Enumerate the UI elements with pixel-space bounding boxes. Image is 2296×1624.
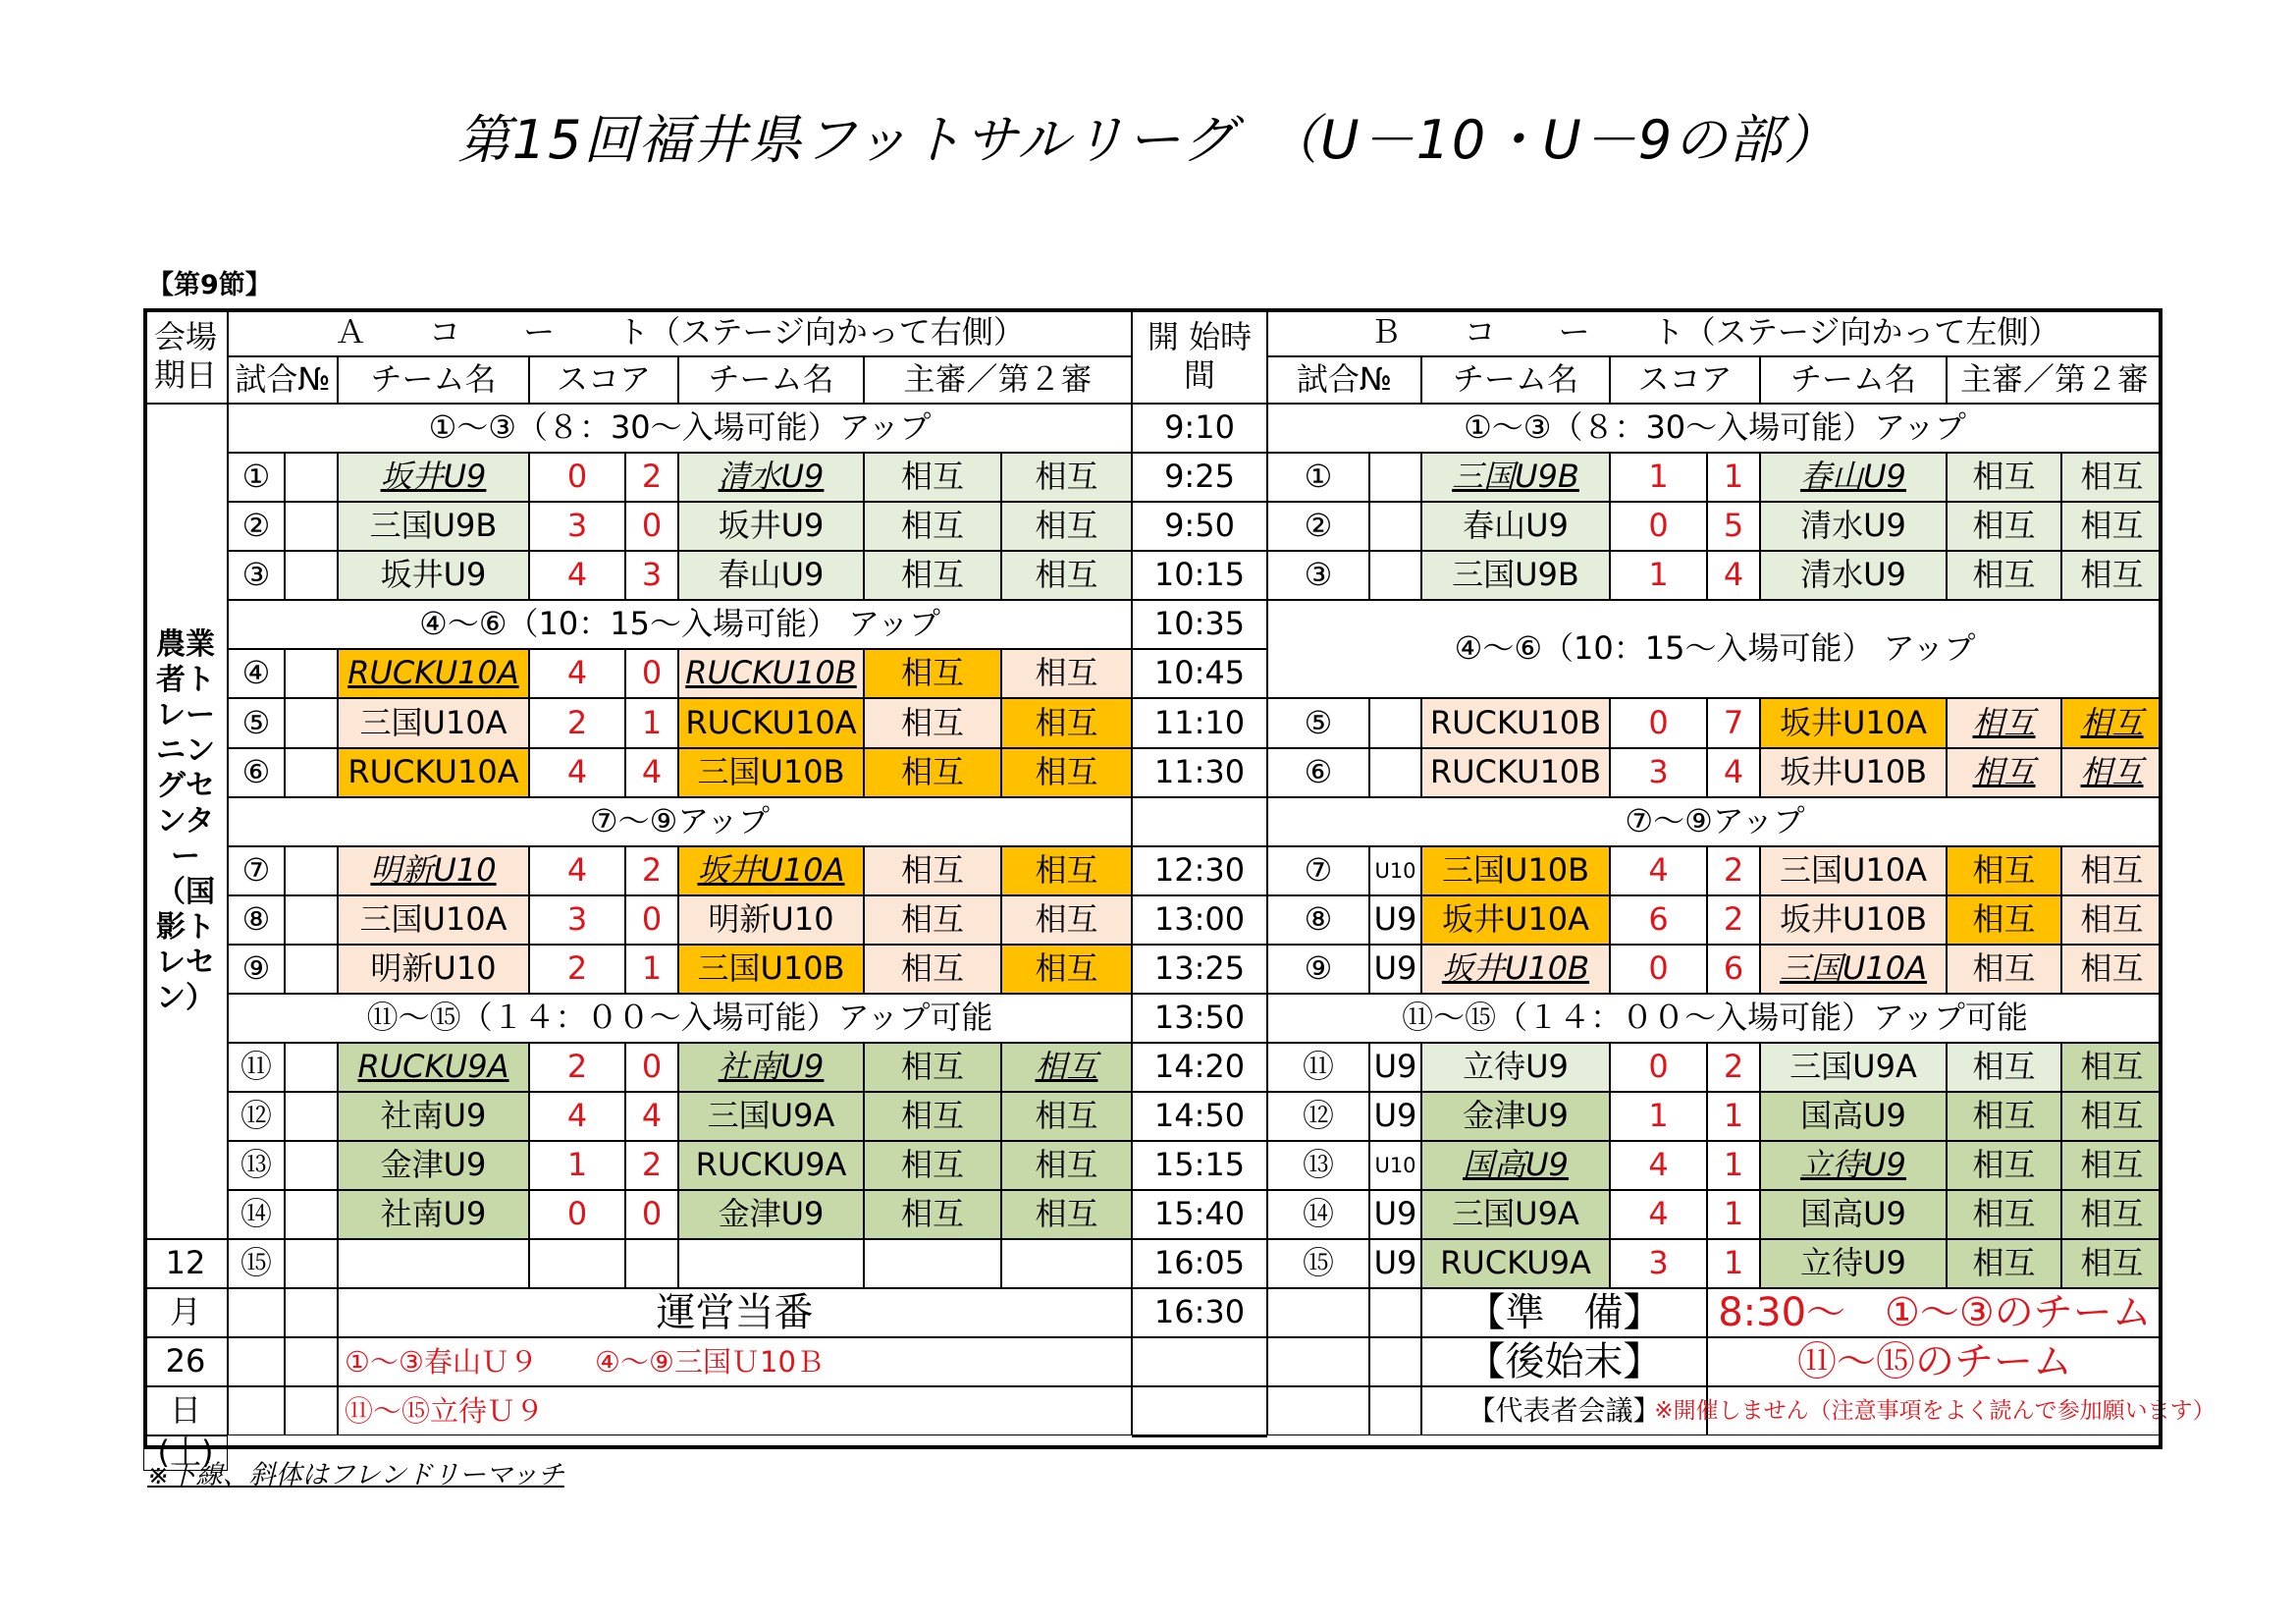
home-score: 1 [529,1141,625,1190]
a-section-label: ⑦～⑨アップ [228,797,1132,846]
home-team: 坂井U10A [1421,895,1610,945]
match-number: ⑭ [228,1190,285,1239]
page-title: 第15回福井県フットサルリーグ （U－10・U－9の部） [456,109,1840,171]
score-header: スコア [529,356,678,404]
empty-cell [285,1386,338,1435]
referee-second: 相互 [1001,551,1132,600]
match-number: ⑧ [228,895,285,945]
referee-second: 相互 [2061,502,2163,551]
start-time: 13:00 [1132,895,1267,945]
referee-second: 相互 [2061,453,2163,502]
match-number: ⑮ [1267,1239,1369,1288]
away-team: 清水U9 [1760,551,1947,600]
referee-header: 主審／第２審 [1947,356,2163,404]
match-category [285,453,338,502]
home-team: 三国U9B [1421,551,1610,600]
referee-main: 相互 [1947,895,2061,945]
away-team: 三国U10A [1760,846,1947,895]
away-score: 0 [625,895,678,945]
referee-main: 相互 [864,895,1001,945]
match-category [285,1092,338,1141]
a-section-label: ⑪～⑮（１４：００～入場可能）アップ可能 [228,994,1132,1043]
away-team: 坂井U10A [1760,698,1947,748]
home-team: 三国U10A [338,895,529,945]
home-score: 2 [529,945,625,994]
away-score: 4 [1707,551,1760,600]
home-team: 明新U10 [338,846,529,895]
start-time: 12:30 [1132,846,1267,895]
match-category [285,649,338,698]
home-score: 4 [529,846,625,895]
match-category [1369,453,1421,502]
referee-main: 相互 [1947,1043,2061,1092]
start-time-empty [1132,1386,1267,1435]
court-a-header: Ａ コ ー ト（ステージ向かって右側） [228,308,1132,356]
home-team: 坂井U9 [338,453,529,502]
referee-second: 相互 [2061,846,2163,895]
match-number: ② [228,502,285,551]
referee-second: 相互 [2061,1141,2163,1190]
start-time: 9:10 [1132,404,1267,453]
home-score: 1 [1610,1092,1707,1141]
referee-second: 相互 [2061,748,2163,797]
match-number: ⑦ [1267,846,1369,895]
empty-cell [285,1288,338,1337]
away-score [625,1239,678,1288]
match-category [1369,698,1421,748]
away-team: 社南U9 [678,1043,864,1092]
meeting-value: ※開催しません（注意事項をよく読んで参加願います） [1707,1386,2163,1435]
referee-main: 相互 [1947,1239,2061,1288]
referee-second: 相互 [1001,1043,1132,1092]
match-category [1369,748,1421,797]
away-team: 立待U9 [1760,1239,1947,1288]
home-score: 2 [529,1043,625,1092]
referee-main: 相互 [1947,748,2061,797]
meeting-label: 【代表者会議】 [1421,1386,1707,1435]
away-team-header: チーム名 [678,356,864,404]
date-part: 日 [143,1386,228,1435]
empty-cell [1267,1386,1369,1435]
away-team: 国高U9 [1760,1190,1947,1239]
referee-main: 相互 [864,698,1001,748]
date-part: 26 [143,1337,228,1386]
home-team: 坂井U10B [1421,945,1610,994]
away-team: 三国U9A [1760,1043,1947,1092]
start-time: 10:15 [1132,551,1267,600]
start-time: 13:50 [1132,994,1267,1043]
start-time: 14:20 [1132,1043,1267,1092]
empty-cell [228,1337,285,1386]
home-score: 4 [529,1092,625,1141]
round-label: 【第9節】 [147,270,272,300]
home-score: 0 [1610,1043,1707,1092]
home-team: 三国U10B [1421,846,1610,895]
match-category [285,945,338,994]
cleanup-label: 【後始末】 [1421,1337,1707,1386]
match-number: ① [228,453,285,502]
home-score: 4 [1610,1190,1707,1239]
start-time-empty [1132,1435,1267,1437]
match-number: ⑪ [228,1043,285,1092]
match-number: ② [1267,502,1369,551]
home-team: 三国U9B [338,502,529,551]
footnote: ※下線、斜体はフレンドリーマッチ [147,1460,564,1490]
prep-value: 8:30～ ①～③のチーム [1707,1288,2163,1337]
match-category [285,502,338,551]
prep-label: 【準 備】 [1421,1288,1707,1337]
referee-main: 相互 [864,649,1001,698]
referee-main: 相互 [1947,551,2061,600]
venue-name: 農業者トレーニングセンター（国影トレセン） [143,404,228,1239]
away-team: 坂井U9 [678,502,864,551]
date-part: (土) [143,1435,228,1471]
referee-main [864,1239,1001,1288]
date-part: 月 [143,1288,228,1337]
match-category [1369,502,1421,551]
away-score: 4 [1707,748,1760,797]
away-score: 0 [625,649,678,698]
home-score: 0 [529,1190,625,1239]
away-score: 2 [1707,846,1760,895]
away-score: 2 [625,1141,678,1190]
away-score: 4 [625,748,678,797]
away-team: 春山U9 [1760,453,1947,502]
away-team: 明新U10 [678,895,864,945]
away-score: 7 [1707,698,1760,748]
match-category: U10 [1369,846,1421,895]
duty-line-2: ⑪～⑮立待Ｕ９ [338,1386,1132,1435]
home-score: 4 [529,748,625,797]
referee-main: 相互 [1947,1092,2061,1141]
match-category [285,1239,338,1288]
home-score: 4 [1610,846,1707,895]
referee-main: 相互 [1947,1141,2061,1190]
referee-second: 相互 [1001,453,1132,502]
home-score: 4 [529,649,625,698]
home-team-header: チーム名 [338,356,529,404]
referee-second [1001,1239,1132,1288]
duty-line-1: ①～③春山Ｕ９ ④～⑨三国Ｕ10Ｂ [338,1337,1132,1386]
away-team: 三国U10A [1760,945,1947,994]
a-section-label: ①～③（８：30～入場可能）アップ [228,404,1132,453]
away-team: 清水U9 [678,453,864,502]
referee-main: 相互 [1947,698,2061,748]
away-team [678,1239,864,1288]
home-team: 明新U10 [338,945,529,994]
home-team-header: チーム名 [1421,356,1610,404]
home-score: 1 [1610,453,1707,502]
match-category: U9 [1369,945,1421,994]
away-score: 2 [1707,1043,1760,1092]
match-number: ⑨ [228,945,285,994]
referee-main: 相互 [864,453,1001,502]
referee-main: 相互 [864,1043,1001,1092]
home-team: 金津U9 [338,1141,529,1190]
away-team: RUCKU10A [678,698,864,748]
match-number: ⑧ [1267,895,1369,945]
start-time-empty [1132,797,1267,846]
away-team: 坂井U10B [1760,895,1947,945]
away-score: 1 [1707,1092,1760,1141]
b-section-label: ⑪～⑮（１４：００～入場可能）アップ可能 [1267,994,2163,1043]
referee-second: 相互 [1001,698,1132,748]
match-category [285,1141,338,1190]
referee-second: 相互 [2061,551,2163,600]
home-team: RUCKU9A [338,1043,529,1092]
match-category: U9 [1369,1190,1421,1239]
away-team: 国高U9 [1760,1092,1947,1141]
home-score: 0 [1610,502,1707,551]
home-score: 6 [1610,895,1707,945]
match-category [1369,551,1421,600]
home-team: 社南U9 [338,1092,529,1141]
home-score: 0 [1610,945,1707,994]
referee-header: 主審／第２審 [864,356,1132,404]
empty-cell [1369,1288,1421,1337]
home-team: 三国U10A [338,698,529,748]
away-score: 1 [1707,453,1760,502]
match-number: ③ [228,551,285,600]
home-team: 三国U9A [1421,1190,1610,1239]
referee-second: 相互 [2061,1043,2163,1092]
referee-second: 相互 [1001,895,1132,945]
start-time: 9:50 [1132,502,1267,551]
start-time: 16:05 [1132,1239,1267,1288]
match-number: ⑭ [1267,1190,1369,1239]
duty-label: 運営当番 [338,1288,1132,1337]
away-score: 1 [625,945,678,994]
match-category [285,895,338,945]
referee-main: 相互 [864,846,1001,895]
home-score: 1 [1610,551,1707,600]
referee-second: 相互 [2061,945,2163,994]
match-number: ③ [1267,551,1369,600]
empty-cell [285,1337,338,1386]
match-number: ⑤ [1267,698,1369,748]
home-team: 国高U9 [1421,1141,1610,1190]
away-score: 2 [625,846,678,895]
referee-main: 相互 [864,551,1001,600]
match-number: ⑬ [1267,1141,1369,1190]
cleanup-value: ⑪～⑮のチーム [1707,1337,2163,1386]
away-score: 1 [1707,1141,1760,1190]
match-category: U9 [1369,1092,1421,1141]
home-team: RUCKU10A [338,748,529,797]
home-score: 0 [1610,698,1707,748]
start-time: 11:10 [1132,698,1267,748]
home-score: 3 [1610,1239,1707,1288]
start-time: 10:35 [1132,600,1267,649]
score-header: スコア [1610,356,1760,404]
referee-second: 相互 [2061,1190,2163,1239]
away-score: 1 [625,698,678,748]
referee-second: 相互 [1001,649,1132,698]
referee-second: 相互 [1001,1141,1132,1190]
away-score: 1 [1707,1190,1760,1239]
home-score: 4 [529,551,625,600]
match-number: ⑮ [228,1239,285,1288]
away-team: 清水U9 [1760,502,1947,551]
match-number: ④ [228,649,285,698]
away-team: 立待U9 [1760,1141,1947,1190]
start-time: 13:25 [1132,945,1267,994]
away-team: 坂井U10B [1760,748,1947,797]
away-team: RUCKU10B [678,649,864,698]
home-team: 坂井U9 [338,551,529,600]
start-time-header: 開 始時 間 [1132,308,1267,404]
away-team: 坂井U10A [678,846,864,895]
home-score: 3 [529,502,625,551]
away-score: 3 [625,551,678,600]
away-score: 0 [625,1190,678,1239]
away-score: 1 [1707,1239,1760,1288]
home-score: 4 [1610,1141,1707,1190]
match-number: ⑨ [1267,945,1369,994]
home-team: 春山U9 [1421,502,1610,551]
referee-second: 相互 [1001,1190,1132,1239]
referee-main: 相互 [1947,945,2061,994]
home-score: 3 [1610,748,1707,797]
home-team: RUCKU10A [338,649,529,698]
match-category: U9 [1369,895,1421,945]
match-category: U9 [1369,1239,1421,1288]
referee-main: 相互 [864,748,1001,797]
home-team: 三国U9B [1421,453,1610,502]
b-section-label: ⑦～⑨アップ [1267,797,2163,846]
referee-main: 相互 [1947,1190,2061,1239]
match-number: ⑤ [228,698,285,748]
away-team: 三国U10B [678,945,864,994]
referee-main: 相互 [864,945,1001,994]
referee-main: 相互 [864,1092,1001,1141]
away-team: 三国U10B [678,748,864,797]
match-number: ⑬ [228,1141,285,1190]
start-time: 15:15 [1132,1141,1267,1190]
away-score: 4 [625,1092,678,1141]
match-no-header: 試合№ [228,356,338,404]
referee-second: 相互 [2061,895,2163,945]
referee-main: 相互 [1947,453,2061,502]
start-time: 14:50 [1132,1092,1267,1141]
match-number: ⑥ [228,748,285,797]
referee-main: 相互 [864,502,1001,551]
match-no-header: 試合№ [1267,356,1421,404]
court-b-header: Ｂ コ ー ト（ステージ向かって左側） [1267,308,2163,356]
referee-main: 相互 [864,1141,1001,1190]
match-category: U10 [1369,1141,1421,1190]
home-team: RUCKU10B [1421,748,1610,797]
away-team: 金津U9 [678,1190,864,1239]
referee-second: 相互 [2061,1239,2163,1288]
empty-cell [1267,1337,1369,1386]
home-score: 3 [529,895,625,945]
referee-main: 相互 [864,1190,1001,1239]
home-score [529,1239,625,1288]
match-number: ① [1267,453,1369,502]
start-time: 15:40 [1132,1190,1267,1239]
empty-cell [1267,1288,1369,1337]
referee-second: 相互 [1001,1092,1132,1141]
b-section-label: ①～③（８：30～入場可能）アップ [1267,404,2163,453]
start-time-empty [1132,1337,1267,1386]
match-category [285,1043,338,1092]
match-number: ⑪ [1267,1043,1369,1092]
referee-second: 相互 [2061,698,2163,748]
home-score: 0 [529,453,625,502]
away-team: 春山U9 [678,551,864,600]
match-category: U9 [1369,1043,1421,1092]
match-number: ⑥ [1267,748,1369,797]
venue-date-header: 会場期日 [143,308,228,404]
referee-second: 相互 [1001,945,1132,994]
match-number: ⑫ [1267,1092,1369,1141]
home-team: 立待U9 [1421,1043,1610,1092]
match-category [285,748,338,797]
away-score: 6 [1707,945,1760,994]
referee-second: 相互 [1001,846,1132,895]
date-part: 12 [143,1239,228,1288]
referee-second: 相互 [2061,1092,2163,1141]
home-team [338,1239,529,1288]
away-team: 三国U9A [678,1092,864,1141]
referee-main: 相互 [1947,502,2061,551]
home-team: RUCKU10B [1421,698,1610,748]
empty-cell [1369,1386,1421,1435]
match-category [285,1190,338,1239]
referee-second: 相互 [1001,748,1132,797]
match-category [285,551,338,600]
away-score: 0 [625,1043,678,1092]
match-category [285,698,338,748]
away-team: RUCKU9A [678,1141,864,1190]
start-time: 11:30 [1132,748,1267,797]
referee-main: 相互 [1947,846,2061,895]
match-number: ⑦ [228,846,285,895]
away-score: 0 [625,502,678,551]
home-team: 社南U9 [338,1190,529,1239]
a-section-label: ④～⑥（10：15～入場可能） アップ [228,600,1132,649]
match-category [285,846,338,895]
start-time: 16:30 [1132,1288,1267,1337]
empty-cell [228,1386,285,1435]
empty-cell [1369,1337,1421,1386]
match-number: ⑫ [228,1092,285,1141]
away-team-header: チーム名 [1760,356,1947,404]
home-team: RUCKU9A [1421,1239,1610,1288]
empty-cell [228,1288,285,1337]
away-score: 5 [1707,502,1760,551]
away-score: 2 [1707,895,1760,945]
away-score: 2 [625,453,678,502]
home-score: 2 [529,698,625,748]
referee-second: 相互 [1001,502,1132,551]
home-team: 金津U9 [1421,1092,1610,1141]
start-time: 10:45 [1132,649,1267,698]
b-section-label: ④～⑥（10：15～入場可能） アップ [1267,600,2163,698]
start-time: 9:25 [1132,453,1267,502]
